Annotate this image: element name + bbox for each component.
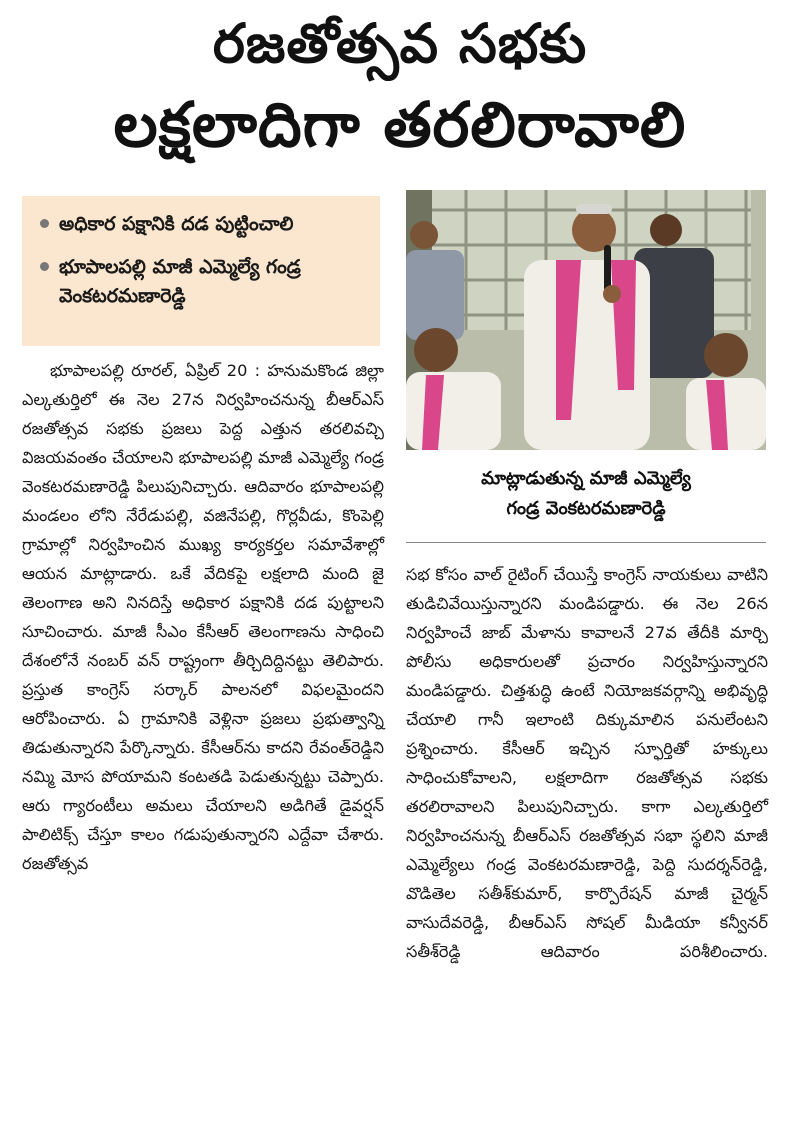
article-text: సభ కోసం వాల్ రైటింగ్ చేయిస్తే కాంగ్రెస్ నాయకులు వాటిని తుడిచివేయిస్తున్నారని మండిపడ్డారు. ఈ నెల 26న నిర్వహించే జాబ్ మేళాను కావాలనే 27వ తేదీకి మార్చి పోలీసు అధికారులతో ప్రచారం నిర్వహిస్తున్నారని మండిపడ్డారు. చిత్తశుద్ధి ఉంటే నియోజకవర్గాన్ని అభివృద్ధి చేయాలి గానీ ఇలాంటి దిక్కుమాలిన పనులేంటని ప్రశ్నించారు. కేసీఆర్ ఇచ్చిన స్ఫూర్తితో హక్కులు సాధించుకోవాలని, లక్షలాదిగా రజతోత్సవ సభకు తరలిరావాలని పిలుపునిచ్చారు. కాగా ఎల్కతుర్తిలో నిర్వహించనున్న బీఆర్ఎస్ రజతోత్సవ సభా స్థలిని మాజీ ఎమ్మెల్యేలు గండ్ర వెంకటరమణారెడ్డి, పెద్ది సుదర్శన్‌రెడ్డి, వొడితెల సతీశ్‌కుమార్, కార్పొరేషన్ మాజీ చైర్మన్ వాసుదేవరెడ్డి, బీఆర్ఎస్ సోషల్ మీడియా కన్వీనర్ సతీశ్‌రెడ్డి ఆదివారం పరిశీలించారు.	[406, 565, 768, 961]
highlights-box	[22, 196, 380, 346]
highlight-text: అధికార పక్షానికి దడ పుట్టించాలి	[59, 213, 294, 235]
bullet-icon	[40, 262, 49, 271]
headline-line-1: రజతోత్సవ సభకు	[212, 12, 588, 75]
highlight-item	[40, 210, 370, 239]
photo-caption	[406, 456, 766, 538]
caption-divider	[406, 542, 766, 543]
bullet-icon	[40, 219, 49, 228]
article-column-right	[406, 560, 768, 966]
headline-line-2: లక్షలాదిగా తరలిరావాలి	[113, 88, 687, 161]
headline	[0, 6, 800, 168]
article-text: భూపాలపల్లి రూరల్, ఏప్రిల్ 20 : హనుమకొండ జిల్లా ఎల్కతుర్తిలో ఈ నెల 27న నిర్వహించనున్న బీఆర్ఎస్ రజతోత్సవ సభకు ప్రజలు పెద్ద ఎత్తున తరలివచ్చి విజయవంతం చేయాలని భూపాలపల్లి మాజీ ఎమ్మెల్యే గండ్ర వెంకటరమణారెడ్డి పిలుపునిచ్చారు. ఆదివారం భూపాలపల్లి మండలం లోని నేరేడుపల్లి, వజినేపల్లి, గొర్లవీడు, కొంపెల్లి గ్రామాల్లో నిర్వహించిన ముఖ్య కార్యకర్తల సమావేశాల్లో ఆయన మాట్లాడారు. ఒకే వేదికపై లక్షలాది మంది జై తెలంగాణ అని నినదిస్తే అధికార పక్షానికి దడ పుట్టాలని సూచించారు. మాజీ సీఎం కేసీఆర్ తెలంగాణను సాధించి దేశంలోనే నంబర్ వన్ రాష్ట్రంగా తీర్చిదిద్దినట్టు తెలిపారు. ప్రస్తుత కాంగ్రెస్ సర్కార్ పాలనలో విఫలమైందని ఆరోపించారు. ఏ గ్రామానికి వెళ్లినా ప్రజలు ప్రభుత్వాన్ని తిడుతున్నారని పేర్కొన్నారు. కేసీఆర్‌ను కాదని రేవంత్‌రెడ్డిని నమ్మి మోస పోయామని కంటతడి పెడుతున్నట్టు చెప్పారు. ఆరు గ్యారంటీలు అమలు చేయాలని అడిగితే డైవర్షన్ పాలిటిక్స్ చేస్తూ కాలం గడుపుతున్నారని ఎద్దేవా చేశారు. రజతోత్సవ	[22, 361, 384, 873]
caption-line-2: గండ్ర వెంకటరమణారెడ్డి	[506, 498, 666, 519]
article-column-left	[22, 356, 384, 878]
news-photo	[406, 190, 766, 450]
highlight-text: భూపాలపల్లి మాజీ ఎమ్మెల్యే గండ్ర వెంకటరమణారెడ్డి	[59, 256, 301, 307]
photo-illustration	[406, 190, 766, 450]
highlight-item	[40, 253, 370, 311]
caption-line-1: మాట్లాడుతున్న మాజీ ఎమ్మెల్యే	[481, 468, 691, 489]
